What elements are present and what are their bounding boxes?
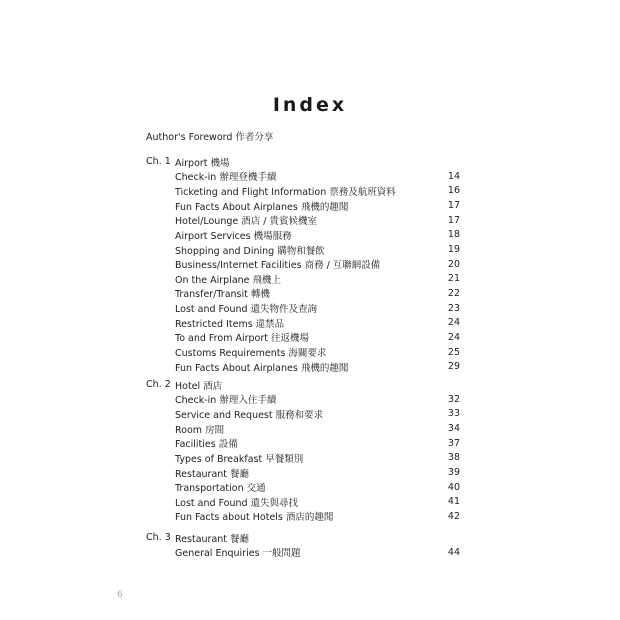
entry-list xyxy=(175,545,460,560)
index-entry xyxy=(175,286,460,301)
entry-page-number: 23 xyxy=(447,302,460,314)
entry-page-number: 29 xyxy=(447,361,460,373)
foreword-entry: Author's Foreword 作者分享 xyxy=(146,132,274,143)
entry-title: Room 房間 xyxy=(175,424,225,436)
entry-page-number: 39 xyxy=(447,467,460,479)
index-entry xyxy=(175,480,460,495)
entry-page-number: 44 xyxy=(447,546,460,558)
index-entry xyxy=(175,345,460,360)
entry-title: Business/Internet Facilities 商務 / 互聯網設備 xyxy=(175,260,381,272)
entry-page-number: 40 xyxy=(447,481,460,493)
entry-title: Check-in 辦理登機手續 xyxy=(175,172,277,184)
entry-title: Lost and Found 遺失與尋找 xyxy=(175,497,299,509)
index-entry xyxy=(175,330,460,345)
index-entry xyxy=(175,359,460,374)
entry-page-number: 17 xyxy=(447,214,460,226)
entry-title: Facilities 設備 xyxy=(175,439,238,451)
chapter-number: Ch. 3 xyxy=(146,532,171,543)
entry-page-number: 25 xyxy=(447,346,460,358)
index-entry xyxy=(175,213,460,228)
entry-title: Restaurant 餐廳 xyxy=(175,468,250,480)
entry-page-number: 21 xyxy=(447,273,460,285)
entry-page-number: 38 xyxy=(447,452,460,464)
chapter-heading xyxy=(146,530,460,545)
chapter-title: Hotel 酒店 xyxy=(175,380,223,392)
entry-page-number: 20 xyxy=(447,258,460,270)
entry-page-number: 14 xyxy=(447,170,460,182)
entry-title: Check-in 辦理入住手續 xyxy=(175,395,277,407)
entry-page-number: 37 xyxy=(447,437,460,449)
index-entry xyxy=(175,257,460,272)
chapter-3 xyxy=(146,530,460,560)
entry-title: To and From Airport 往返機場 xyxy=(175,333,310,345)
entry-page-number: 16 xyxy=(447,185,460,197)
index-entry xyxy=(175,169,460,184)
index-entry xyxy=(175,392,460,407)
entry-title: Service and Request 服務和要求 xyxy=(175,409,324,421)
chapter-title: Restaurant 餐廳 xyxy=(175,533,250,545)
entry-title: On the Airplane 飛機上 xyxy=(175,274,282,286)
entry-title: General Enquiries 一般問題 xyxy=(175,548,301,560)
entry-title: Lost and Found 遺失物件及查詢 xyxy=(175,304,318,316)
entry-page-number: 24 xyxy=(447,331,460,343)
entry-page-number: 22 xyxy=(447,287,460,299)
index-entry xyxy=(175,494,460,509)
index-entry xyxy=(175,242,460,257)
entry-page-number: 41 xyxy=(447,496,460,508)
chapter-heading xyxy=(146,377,460,392)
entry-page-number: 34 xyxy=(447,423,460,435)
index-entry xyxy=(175,421,460,436)
page-number: 6 xyxy=(117,590,123,600)
entry-page-number: 33 xyxy=(447,408,460,420)
entry-title: Types of Breakfast 早餐類別 xyxy=(175,453,304,465)
chapter-title: Airport 機場 xyxy=(175,157,230,169)
index-entry xyxy=(175,198,460,213)
entry-page-number: 42 xyxy=(447,510,460,522)
entry-title: Airport Services 機場服務 xyxy=(175,230,292,242)
entry-title: Customs Requirements 海關要求 xyxy=(175,348,327,359)
chapter-2 xyxy=(146,377,460,524)
index-entry xyxy=(175,509,460,524)
index-entry xyxy=(175,184,460,199)
index-entry xyxy=(175,301,460,316)
chapter-1 xyxy=(146,154,460,374)
chapter-heading xyxy=(146,154,460,169)
entry-list xyxy=(175,169,460,374)
entry-list xyxy=(175,392,460,524)
entry-page-number: 19 xyxy=(447,244,460,256)
index-entry xyxy=(175,315,460,330)
chapter-number: Ch. 2 xyxy=(146,379,171,390)
entry-title: Fun Facts About Airplanes 飛機的趣聞 xyxy=(175,362,349,374)
index-entry xyxy=(175,271,460,286)
index-entry xyxy=(175,451,460,466)
index-entry xyxy=(175,407,460,422)
entry-title: Shopping and Dining 購物和餐飲 xyxy=(175,245,325,257)
entry-page-number: 17 xyxy=(447,200,460,212)
index-entry xyxy=(175,465,460,480)
entry-title: Fun Facts about Hotels 酒店的趣聞 xyxy=(175,512,334,524)
index-entry xyxy=(175,545,460,560)
entry-title: Fun Facts About Airplanes 飛機的趣聞 xyxy=(175,201,349,213)
index-entry xyxy=(175,228,460,243)
entry-page-number: 32 xyxy=(447,393,460,405)
entry-title: Ticketing and Flight Information 票務及航班資料 xyxy=(175,186,396,198)
entry-title: Restricted Items 違禁品 xyxy=(175,318,285,330)
entry-title: Transportation 交通 xyxy=(175,483,266,495)
index-entry xyxy=(175,436,460,451)
entry-page-number: 18 xyxy=(447,229,460,241)
entry-title: Hotel/Lounge 酒店 / 貴賓候機室 xyxy=(175,216,317,228)
page-title: Index xyxy=(272,94,348,116)
entry-title: Transfer/Transit 轉機 xyxy=(175,289,270,301)
entry-page-number: 24 xyxy=(447,317,460,329)
chapter-number: Ch. 1 xyxy=(146,156,171,167)
